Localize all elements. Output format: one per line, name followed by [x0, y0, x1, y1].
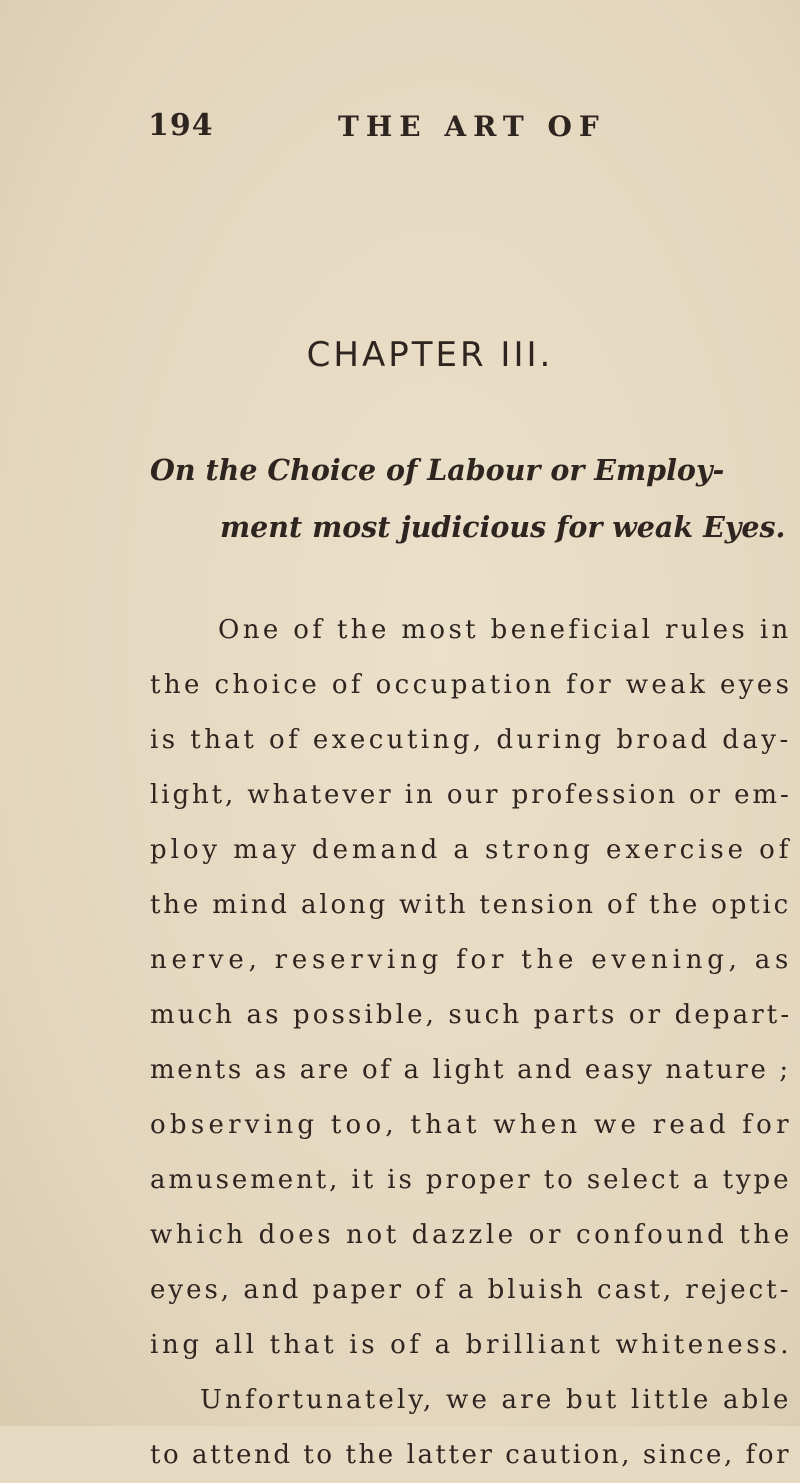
text-line: much as possible, such parts or depart- — [150, 1000, 793, 1030]
text-line: is that of executing, during broad day- — [150, 725, 792, 755]
subtitle-line-2: ment most judicious for weak Eyes. — [220, 510, 786, 544]
text-line: ments as are of a light and easy nature ; — [150, 1055, 791, 1085]
page-number: 194 — [148, 108, 214, 143]
text-line: the mind along with tension of the optic — [150, 890, 792, 920]
subtitle-line-1: On the Choice of Labour or Employ- — [150, 453, 725, 487]
page-header — [148, 108, 780, 158]
text-line: light, whatever in our profession or em- — [150, 780, 792, 810]
text-line: the choice of occupation for weak eyes — [150, 670, 793, 700]
text-line: ploy may demand a strong exercise of — [150, 835, 793, 865]
chapter-subtitle — [150, 442, 788, 556]
text-line: nerve, reserving for the evening, as — [150, 945, 794, 975]
text-line: amusement, it is proper to select a type — [150, 1165, 792, 1195]
text-line: eyes, and paper of a bluish cast, reject- — [150, 1275, 792, 1305]
chapter-title: CHAPTER III. — [306, 335, 554, 375]
text-line: One of the most beneficial rules in — [218, 615, 792, 645]
text-line: ing all that is of a brilliant whiteness. — [150, 1330, 793, 1360]
text-line: observing too, that when we read for — [150, 1110, 793, 1140]
text-line: to attend to the latter caution, since, for — [150, 1440, 792, 1470]
running-head: THE ART OF — [338, 110, 606, 143]
text-line: which does not dazzle or confound the — [150, 1220, 793, 1250]
text-line: Unfortunately, we are but little able — [200, 1385, 792, 1415]
